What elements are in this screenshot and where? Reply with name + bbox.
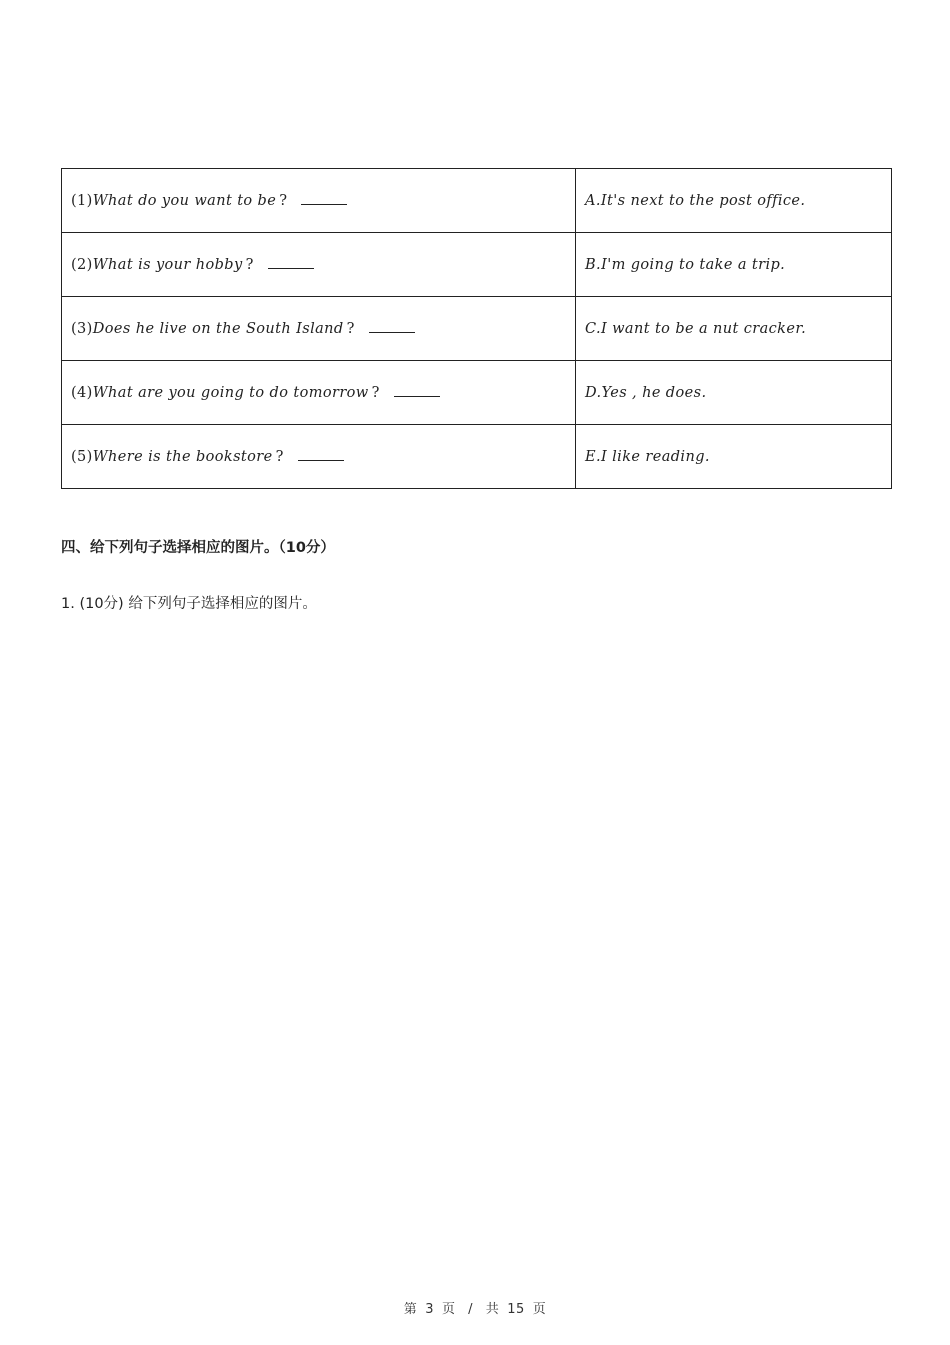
answer-cell [576,425,892,489]
table-row [62,297,892,361]
question-cell [62,233,576,297]
section-title: 四、给下列句子选择相应的图片。（10分） [61,540,335,556]
answer-blank[interactable] [369,322,415,333]
question-mark: ? [275,448,284,465]
table-row [62,169,892,233]
total-label-prefix: 共 [485,1302,500,1317]
answer-blank[interactable] [301,194,347,205]
answer-cell [576,361,892,425]
page-label-suffix: 页 [442,1302,456,1317]
question-number: (1) [71,192,93,209]
current-page-number: 3 [425,1302,435,1317]
question-mark: ? [279,192,288,209]
question-number: (3) [71,320,93,337]
question-cell [62,361,576,425]
question-cell [62,169,576,233]
table-row [62,361,892,425]
question-instruction: 给下列句子选择相应的图片。 [128,596,317,612]
question-mark: ? [371,384,380,401]
question-mark: ? [346,320,355,337]
question-score: (10分) [79,596,124,612]
answer-cell [576,169,892,233]
answer-option: C.I want to be a nut cracker. [585,320,807,337]
question-text: Does he live on the South Island [92,320,344,337]
question-number: (4) [71,384,93,401]
answer-blank[interactable] [394,386,440,397]
answer-option: E.I like reading. [585,448,710,465]
answer-blank[interactable] [298,450,344,461]
page-separator: / [468,1302,474,1317]
answer-cell [576,233,892,297]
page-footer [0,1298,950,1317]
answer-cell [576,297,892,361]
question-text: What do you want to be [92,192,277,209]
question-number: (2) [71,256,93,273]
table-row [62,425,892,489]
answer-option: A.It's next to the post office. [585,192,806,209]
question-text: What are you going to do tomorrow [92,384,369,401]
matching-table [61,168,892,489]
question-number: (5) [71,448,93,465]
question-cell [62,297,576,361]
total-page-count: 15 [507,1302,525,1317]
answer-option: D.Yes , he does. [585,384,707,401]
question-number: 1. [61,596,75,612]
question-mark: ? [245,256,254,273]
question-text: What is your hobby [92,256,243,273]
answer-option: B.I'm going to take a trip. [585,256,786,273]
table-row [62,233,892,297]
total-label-suffix: 页 [532,1302,547,1317]
question-line [61,592,317,613]
page-label-prefix: 第 [403,1302,418,1317]
question-cell [62,425,576,489]
answer-blank[interactable] [268,258,314,269]
question-text: Where is the bookstore [92,448,273,465]
